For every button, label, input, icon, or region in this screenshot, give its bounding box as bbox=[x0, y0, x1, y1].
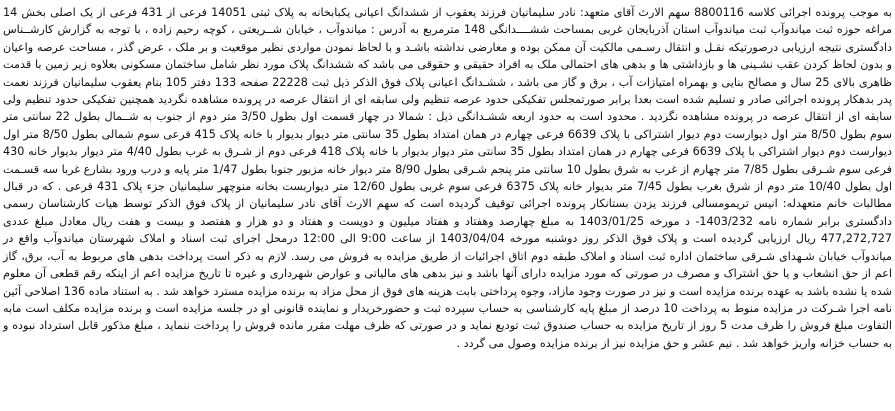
notice-body-text: به موجب پرونده اجرائی کلاسه 8800116 سهم الارث آقای متعهد: نادر سلیمانیان فرزند یعقوب از ششدانگ اعیانی یکبابخانه به پلاک ثبتی 14051 فرعی از 431 فرعی از یک اصلی بخش 14 مراغه حوزه ثبت میاندوآب ثبت میاندوآب استان آذربایجان غربی بمساحت ششــــدانگی 148 مترمربع به آدرس : میاندوآب ، خیابان شــریعتی ، کوچه رحیم زاده ، با توجه به گزارش کارشــناس دادگستری نتیجه ارزیابی درصورتیکه نقـل و انتقال رسـمی مالکیت آن ممکن بوده و معارضی نداشته باشـد و با لحاظ نمودن مواردی نظیر موقعیت و بر ملک ، عرض گذر ، مساحت عرصه واعیان و بدون لحاظ کردن عقب نشـینی ها و بازداشتی ها و بدهی های احتمالی ملک به افراد حقیقی و حقوقی می باشد که ششدانگ پلاک مورد نظر شامل ساختمان مسکونی بعلاوه زیر زمین با قدمت ظاهری بالای 25 سال و مصالح بنایی و بهمراه امتیازات آب ، برق و گاز می باشد ، ششـدانگ اعیانی پلاک فوق الذکر ذیل ثبت 22228 صفحه 133 دفتر 105 بنام یعقوب سلیمانیان فرزند نعمت پدر بدهکار پرونده اجرائی صادر و تسلیم شده است بعدا برابر صورتمجلس تفکیکی حدود عرصه تنظیم ولی سابقه ای از انتقال عرصه در پرونده مشاهده نگردید همچنین تفکیکی حدود تنظیم ولی سابقه ای از انتقال عرصه در پرونده مشاهده نگردید . محدود است به حدود اربعه ششـدانگی ذیل : شمالا در چهار قسمت اول بطول 3/50 متر دوم از جنوب به شــمال بطول 22 سانتی متر سوم بطول 8/50 متر اول دیوارست دوم دیوار اشتراکی با پلاک 6639 فرعی چهارم در همان امتداد بطول 35 سانتی متر دیوار بدیوار با خانه پلاک 415 فرعی سوم شمالی بطول 8/50 متر اول دیوارست دوم دیوار اشتراکی با پلاک 6639 فرعی چهارم در همان امتداد بطول 35 سانتی متر دیوار بدیوار با خانه پلاک 418 فرعی دوم از شـرق به غرب بطول 4/40 متر دیوار بدیوار خانه 430 فرعی سوم شـرقی بطول 7/85 متر چهارم از غرب به شرق بطول 10 سانتی متر پنجم شـرقی بطول 8/90 متر دیوار خانه مزبور جنوبا بطول 1/47 متر پایه و درب ورود بشارع غربا سه قسـمت اول بطول 10/40 متر دوم از شرق بغرب بطول 7/45 متر بدیوار خانه پلاک 6375 فرعی سوم غربی بطول 12/60 متر دیواربست بخانه منوچهر سلیمانیان جزء پلاک 431 فرعی . که در قبال مطالبات خانم متعهدله: انیس تریمومسالی فرزند یزدن بستانکار پرونده اجرائی توقیف گردیده است که سهم الارث آقای نادر سلیمانیان از پلاک فوق الذکر توسط هیات کارشناسان رسمی دادگستری برابر شماره نامه 1403/232- د مورخه 1403/01/25 به مبلغ چهارصد وهفتاد و هفتاد میلیون و دویست و هفتاد و دو هزار و هفتصد و بیست و هفت ریال معادل مبلغ عددی 477,272,727 ریال ارزیابی گردیده است و پلاک فوق الذکر روز دوشنبه مورخه 1403/04/04 از ساعت 9:00 الی 12:00 درمحل اجرای ثبت اسناد و املاک شهرستان میاندوآب واقع در میاندوآب خیابان شـهدای شـرقی ساختمان اداره ثبت اسناد و املاک طبقه دوم اتاق اجرائیات از طریق مزایده به فروش می رسد. لازم به ذکر است پرداخت بدهی های مربوط به آب، برق، گاز اعم از حق انشعاب و یا حق اشتراک و مصرف در صورتی که مورد مزایده دارای آنها باشد و نیز بدهی های مالیاتی و عوارض شهرداری و غیره تا تاریخ مزایده اعم از اینکه رقم قطعی آن معلوم شده یا نشده باشد به عهده برنده مزایده است و نیز در صورت وجود مازاد، وجوه پرداختی بابت هزینه های فوق از محل مزاد به برنده مزایده مسترد خواهد شد . به استناد ماده 136 اصلاحی آئین نامه اجرا شـرکت در مزایده منوط به پرداخت 10 درصد از مبلغ پایه کارشناسی به حساب سپرده ثبت و حضورخریدار و نماینده قانونی او در جلسه مزایده است و برنده مزایده مکلف است مابه التفاوت مبلغ فروش را ظرف مدت 5 روز از تاریخ مزایده به حساب صندوق ثبت تودیع نماید و در صورتی که ظرف مهلت مقرر مانده فروش را پرداخت ننماید ، مبلغ مذکور قابل استرداد نبوده و به حساب خزانه واریز خواهد شد . نیم عشر و حق مزایده نیز از برنده مزایده وصول می گردد . bbox=[3, 6, 893, 350]
